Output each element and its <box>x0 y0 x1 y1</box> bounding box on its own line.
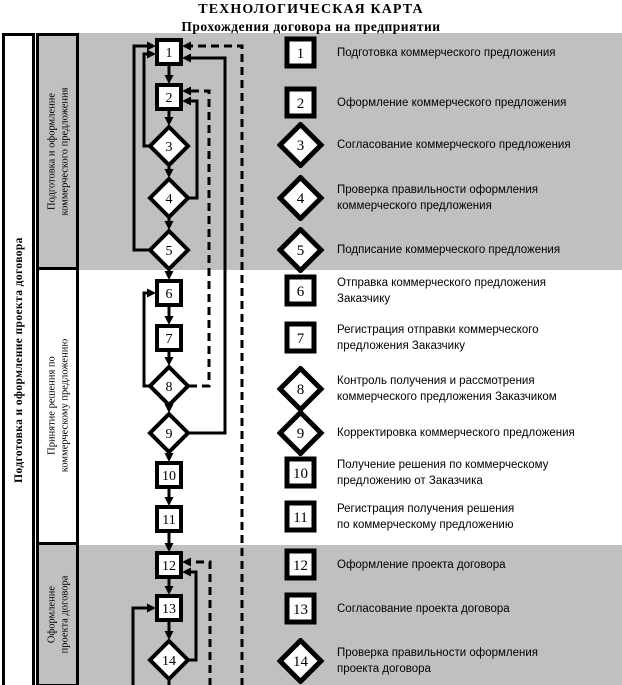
loop-3-to-1 <box>144 54 150 146</box>
diamond-icon <box>277 366 325 412</box>
legend-item-description: Согласование проекта договора <box>337 603 510 615</box>
legend-number: 14 <box>293 654 308 670</box>
legend-item-description: Проверка правильности оформления коммерческого предложения <box>337 184 539 212</box>
legend-item-13 <box>277 586 510 632</box>
legend-item-description: Согласование коммерческого предложения <box>337 139 571 151</box>
legend <box>277 0 622 685</box>
flow-node-13 <box>157 596 181 620</box>
legend-item-description: Регистрация получения решения по коммерческому предложению <box>337 503 515 531</box>
legend-item-description: Контроль получения и рассмотрения коммерческого предложения Заказчиком <box>337 375 557 403</box>
flow-node-1 <box>157 40 181 64</box>
square-icon <box>277 586 325 632</box>
flow-node-7 <box>157 326 181 350</box>
legend-number: 8 <box>296 382 305 398</box>
flow-node-number: 8 <box>165 380 173 395</box>
flow-node-number: 7 <box>165 332 173 347</box>
loop-4-to-2 <box>189 101 197 198</box>
legend-item-description: Регистрация отправки коммерческого предложения Заказчику <box>337 324 539 352</box>
flow-node-2 <box>157 85 181 109</box>
flow-node-9 <box>150 414 188 452</box>
legend-item-5 <box>277 227 560 273</box>
legend-item-description: Подготовка коммерческого предложения <box>337 47 556 59</box>
diamond-icon <box>277 227 325 273</box>
band-project-contract-label: Подготовка и оформление проекта договора <box>13 237 25 483</box>
legend-item-14 <box>277 638 538 684</box>
loop-14-to-12 <box>188 572 196 660</box>
diamond-icon <box>277 122 325 168</box>
legend-item-1 <box>277 30 556 76</box>
legend-number: 1 <box>296 46 305 62</box>
square-icon <box>277 450 325 496</box>
legend-item-3 <box>277 122 571 168</box>
flow-node-number: 5 <box>165 244 173 259</box>
flow-node-number: 1 <box>165 46 173 61</box>
flow-node-4 <box>150 179 188 217</box>
flow-node-14 <box>150 641 188 679</box>
square-icon <box>277 315 325 361</box>
legend-number: 10 <box>293 466 308 482</box>
legend-number: 7 <box>296 331 305 347</box>
legend-number: 2 <box>296 96 305 112</box>
flow-node-number: 13 <box>162 602 176 617</box>
band-offer-decision-label: Принятие решения по коммерческому предложению <box>46 338 70 473</box>
flow-node-number: 6 <box>165 287 173 302</box>
legend-item-description: Оформление коммерческого предложения <box>337 97 567 109</box>
square-icon <box>277 268 325 314</box>
flow-node-10 <box>157 463 181 487</box>
legend-item-description: Получение решения по коммерческому предложению от Заказчика <box>337 459 549 487</box>
legend-item-description: Корректировка коммерческого предложения <box>337 427 575 439</box>
legend-item-8 <box>277 366 557 412</box>
legend-item-7 <box>277 315 539 361</box>
legend-item-description: Проверка правильности оформления проекта договора <box>337 647 539 675</box>
flow-node-number: 10 <box>162 469 176 484</box>
legend-number: 3 <box>296 138 305 154</box>
diamond-icon <box>277 175 325 221</box>
legend-number: 4 <box>296 191 305 207</box>
dash-8-to-2 <box>189 91 209 386</box>
page-title: ТЕХНОЛОГИЧЕСКАЯ КАРТА <box>198 2 424 17</box>
legend-item-2 <box>277 80 566 126</box>
flow-node-5 <box>150 231 188 269</box>
flow-node-number: 14 <box>162 654 176 669</box>
loop-below-to-13 <box>133 608 149 685</box>
flow-node-3 <box>150 127 188 165</box>
square-icon <box>277 80 325 126</box>
square-icon <box>277 494 325 540</box>
square-icon <box>277 30 325 76</box>
legend-number: 6 <box>296 284 305 300</box>
flow-node-number: 12 <box>162 559 176 574</box>
legend-item-10 <box>277 450 548 496</box>
legend-number: 9 <box>296 426 305 442</box>
loop-9-to-1 <box>189 58 225 433</box>
legend-item-6 <box>277 268 546 314</box>
diamond-icon <box>277 638 325 684</box>
legend-item-description: Отправка коммерческого предложения Заказчику <box>337 277 547 305</box>
legend-item-description: Подписание коммерческого предложения <box>337 244 561 256</box>
legend-number: 12 <box>293 558 308 574</box>
dash-below-to-12 <box>189 562 210 685</box>
flow-node-11 <box>157 507 181 531</box>
band-offer-preparation-label: Подготовка и оформление коммерческого предложения <box>46 87 70 216</box>
legend-item-description: Оформление проекта договора <box>337 559 506 571</box>
flow-node-8 <box>150 367 188 405</box>
flow-node-number: 9 <box>165 427 173 442</box>
legend-number: 5 <box>296 243 305 259</box>
flow-node-6 <box>157 281 181 305</box>
flow-node-number: 4 <box>165 192 173 207</box>
square-icon <box>277 542 325 588</box>
page-subtitle: Прохождения договора на предприятии <box>181 19 441 34</box>
flow-node-number: 11 <box>162 513 176 528</box>
legend-number: 13 <box>293 602 308 618</box>
band-contract-drafting-label: Оформление проекта договора <box>46 575 70 654</box>
legend-item-11 <box>277 494 514 540</box>
legend-item-4 <box>277 175 538 221</box>
flow-node-12 <box>157 553 181 577</box>
legend-item-12 <box>277 542 506 588</box>
loop-5-to-1 <box>134 46 150 250</box>
loop-8-to-6 <box>144 293 150 386</box>
flow-node-number: 3 <box>165 140 173 155</box>
dash-8-to-2-arrowhead <box>182 87 191 96</box>
flow-node-number: 2 <box>165 91 173 106</box>
legend-number: 11 <box>293 510 308 526</box>
